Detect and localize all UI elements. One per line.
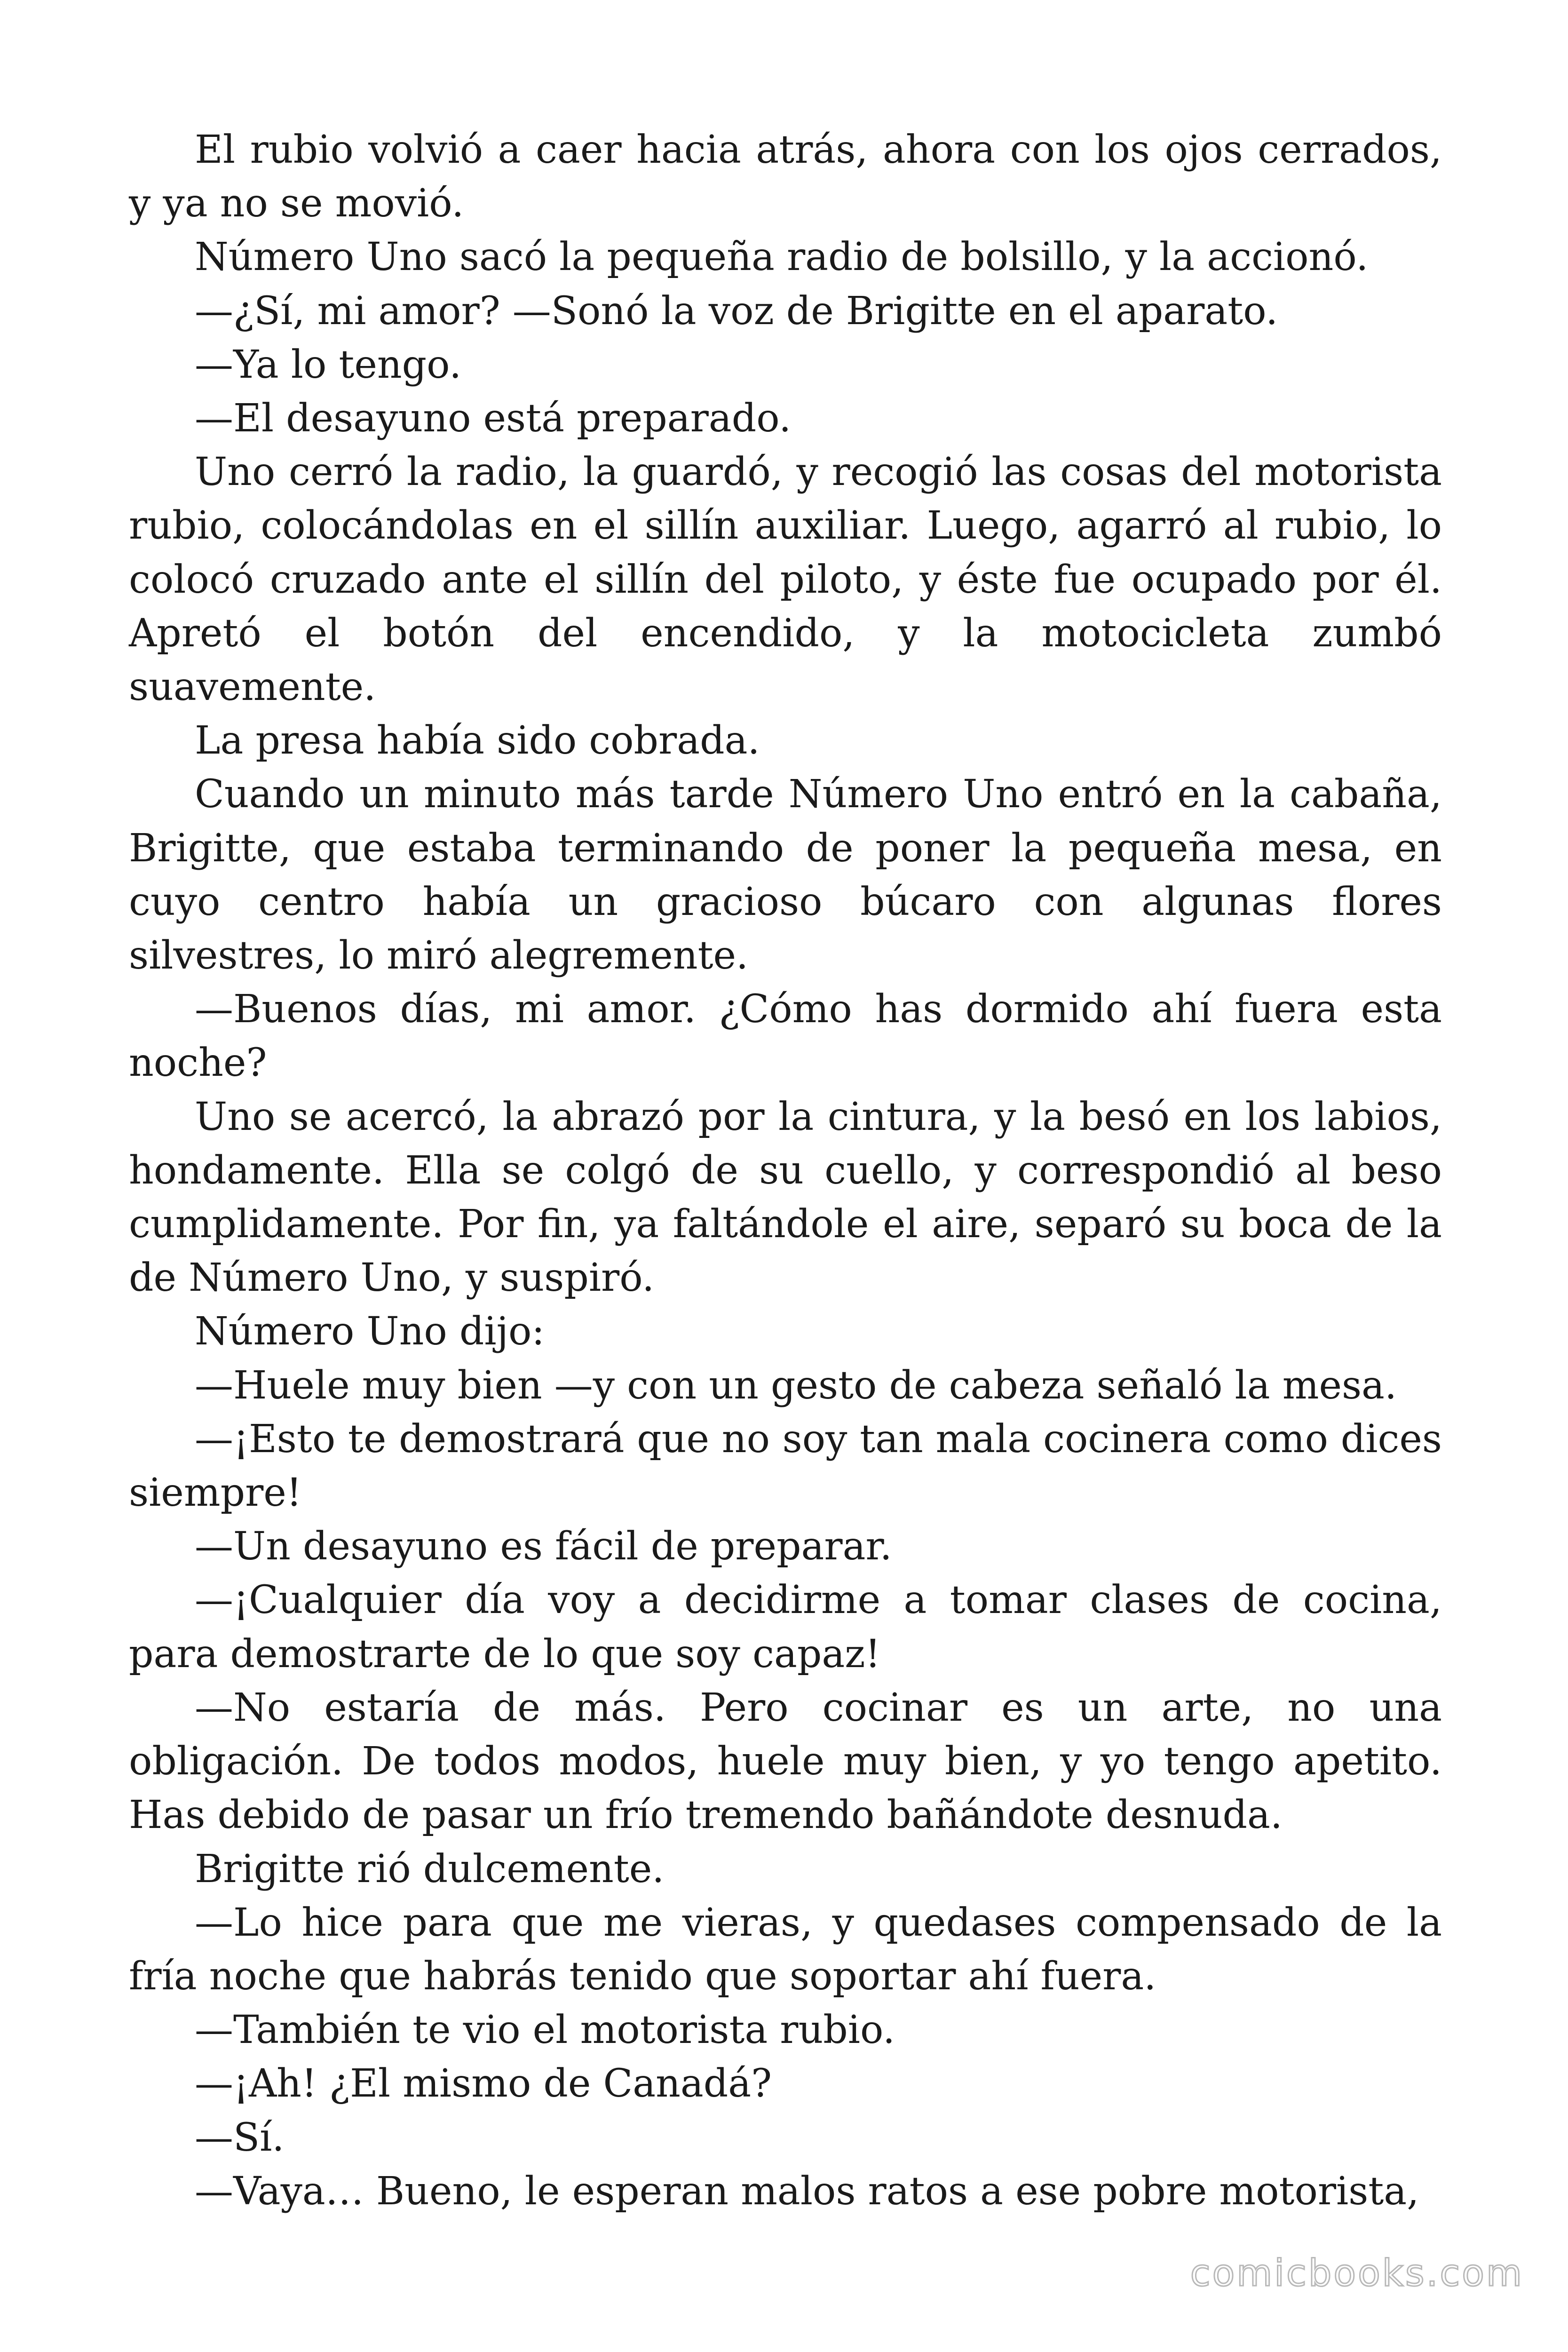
paragraph-9: —Buenos días, mi amor. ¿Cómo has dormido ahí fuera esta noche? [129,987,1442,1086]
paragraph-10: Uno se acercó, la abrazó por la cintura, y la besó en los labios, hondamente. Ella se colgó de su cuello, y correspondió al beso cumplidamente. Por fin, ya faltándole el aire, separó su boca de la de Número Uno, y suspiró. [129,1094,1442,1301]
paragraph-5: —El desayuno está preparado. [195,396,792,441]
paragraph-7: La presa había sido cobrada. [195,718,760,763]
paragraph-11: Número Uno dijo: [195,1309,545,1354]
paragraph-16: —No estaría de más. Pero cocinar es un arte, no una obligación. De todos modos, huele muy bien, y yo tengo apetito. Has debido de pasar un frío tremendo bañándote desnuda. [129,1685,1442,1838]
paragraph-18: —Lo hice para que me vieras, y quedases compensado de la fría noche que habrás tenido que soportar ahí fuera. [129,1900,1442,1999]
paragraph-6: Uno cerró la radio, la guardó, y recogió las cosas del motorista rubio, colocándolas en el sillín auxiliar. Luego, agarró al rubio, lo colocó cruzado ante el sillín del piloto, y éste fue ocupado por él. Apretó el botón del encendido, y la motocicleta zumbó suavemente. [129,450,1442,710]
paragraph-20: —¡Ah! ¿El mismo de Canadá? [195,2061,772,2106]
paragraph-1: El rubio volvió a caer hacia atrás, ahora con los ojos cerrados, y ya no se movió. [129,127,1442,226]
paragraph-12: —Huele muy bien —y con un gesto de cabeza señaló la mesa. [195,1363,1397,1408]
paragraph-8: Cuando un minuto más tarde Número Uno entró en la cabaña, Brigitte, que estaba terminando de poner la pequeña mesa, en cuyo centro había un gracioso búcaro con algunas flores silvestres, lo miró alegremente. [129,772,1442,978]
paragraph-13: —¡Esto te demostrará que no soy tan mala cocinera como dices siempre! [129,1416,1442,1516]
paragraph-15: —¡Cualquier día voy a decidirme a tomar clases de cocina, para demostrarte de lo que soy capaz! [129,1578,1442,1677]
paragraph-21: —Sí. [195,2115,285,2160]
paragraph-22: —Vaya… Bueno, le esperan malos ratos a ese pobre motorista, [195,2169,1419,2214]
paragraph-3: —¿Sí, mi amor? —Sonó la voz de Brigitte en el aparato. [195,288,1278,334]
paragraph-4: —Ya lo tengo. [195,342,462,387]
paragraph-19: —También te vio el motorista rubio. [195,2008,895,2053]
watermark-text: comicbooks.com [1190,2252,1524,2295]
paragraph-2: Número Uno sacó la pequeña radio de bolsillo, y la accionó. [195,235,1369,280]
paragraph-17: Brigitte rió dulcemente. [195,1846,665,1891]
body-text [129,123,1442,2218]
paragraph-14: —Un desayuno es fácil de preparar. [195,1524,892,1569]
